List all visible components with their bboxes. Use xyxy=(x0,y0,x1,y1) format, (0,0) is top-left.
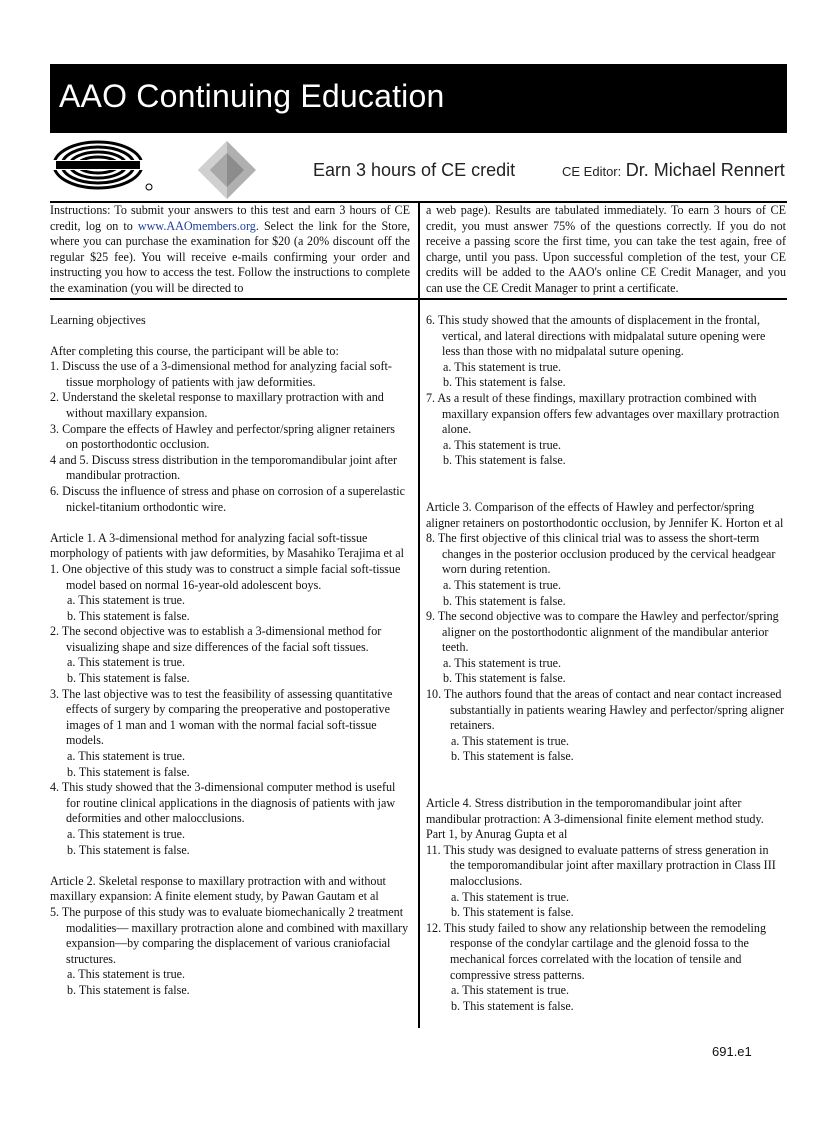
answer-true: a. This statement is true. xyxy=(443,577,562,592)
ce-editor-name: Dr. Michael Rennert xyxy=(625,160,785,180)
answer-true: a. This statement is true. xyxy=(67,827,186,841)
instructions-right: a web page). Results are tabulated immediately. To earn 3 hours of CE credit, you must answer 75% of the questions correctly. If you do not receive a passing score the first time, you can take the test again, free of charge, until you pass. Upon successful completion of the test, your CE credits will be added to the AAO's online CE Credit Manager, and you can use the CE Credit Manager to print a certificate. xyxy=(426,203,786,295)
answer-true: a. This statement is true. xyxy=(443,359,562,374)
answer-true: a. This statement is true. xyxy=(67,967,186,982)
answer-false: b. This statement is false. xyxy=(67,764,190,779)
header-banner xyxy=(50,64,787,133)
instructions-left xyxy=(50,203,410,297)
objective-item: 1. Discuss the use of a 3-dimensional method for analyzing facial soft-tissue morphology of patients with jaw deformities. xyxy=(50,359,392,389)
answer-true: a. This statement is true. xyxy=(443,437,562,452)
answer-false: b. This statement is false. xyxy=(443,375,566,390)
answer-true: a. This statement is true. xyxy=(451,983,570,998)
page-title: AAO Continuing Education xyxy=(59,78,445,114)
answer-false: b. This statement is false. xyxy=(443,453,566,468)
ce-editor xyxy=(562,160,785,181)
right-column xyxy=(426,313,786,1014)
answer-true: a. This statement is true. xyxy=(451,889,570,904)
ce-editor-label: CE Editor: xyxy=(562,164,622,179)
question-6: 6. This study showed that the amounts of displacement in the frontal, vertical, and lateral directions with midpalatal suture opening were less than those with no midpalatal suture opening. xyxy=(426,313,766,359)
question-1: 1. One objective of this study was to construct a simple facial soft-tissue model based on normal 16-year-old adolescent boys. xyxy=(50,561,401,592)
left-column xyxy=(50,313,410,999)
answer-false: b. This statement is false. xyxy=(67,842,190,857)
ce-diamond-icon xyxy=(196,139,258,201)
question-8: 8. The first objective of this clinical trial was to assess the short-term changes in the posterior occlusion produced by the cervical headgear worn during retention. xyxy=(426,531,776,577)
page-number: 691.e1 xyxy=(712,1044,752,1059)
answer-true: a. This statement is true. xyxy=(443,655,562,670)
question-10: 10. The authors found that the areas of contact and near contact increased substantially in patients wearing Hawley and perfector/spring aligner retainers. xyxy=(426,687,785,733)
objectives-intro: After completing this course, the participant will be able to: xyxy=(50,343,339,358)
answer-false: b. This statement is false. xyxy=(67,671,190,686)
answer-false: b. This statement is false. xyxy=(67,982,190,997)
answer-false: b. This statement is false. xyxy=(451,998,574,1013)
objective-item: 2. Understand the skeletal response to maxillary protraction with and without maxillary expansion. xyxy=(50,390,384,420)
answer-false: b. This statement is false. xyxy=(443,671,566,686)
objective-item: 4 and 5. Discuss stress distribution in the temporomandibular joint after mandibular protraction. xyxy=(50,452,397,483)
question-11: 11. This study was designed to evaluate patterns of stress generation in the temporomandibular joint after maxillary protraction in Class III malocclusions. xyxy=(426,842,776,888)
aao-logo-icon xyxy=(52,139,157,192)
article-1-heading: Article 1. A 3-dimensional method for analyzing facial soft-tissue morphology of patients with jaw deformities, by Masahiko Terajima et al xyxy=(50,530,404,561)
instructions-column-divider xyxy=(418,201,420,298)
objectives-heading: Learning objectives xyxy=(50,313,146,327)
answer-false: b. This statement is false. xyxy=(451,749,574,764)
instructions-text-2: . Select the link for the Store, where you can purchase the examination for $20 (a 20% discount off the regular $25 fee). You will receive e-mails confirming your order and instructing you how to access the test. Follow the instructions to complete the examination (you will be directed to xyxy=(50,218,411,295)
objective-item: 3. Compare the effects of Hawley and perfector/spring aligner retainers on postorthodontic occlusion. xyxy=(50,421,395,452)
answer-false: b. This statement is false. xyxy=(67,608,190,623)
question-12: 12. This study failed to show any relationship between the remodeling response of the condylar cartilage and the glenoid fossa to the mechanical forces correlated with the location of tensile and compressive stress patterns. xyxy=(426,920,767,982)
article-2-heading: Article 2. Skeletal response to maxillary protraction with and without maxillary expansion: A finite element study, by Pawan Gautam et al xyxy=(50,873,386,904)
answer-true: a. This statement is true. xyxy=(67,593,186,608)
article-3-heading: Article 3. Comparison of the effects of Hawley and perfector/spring aligner retainers on postorthodontic occlusion, by Jennifer K. Horton et al xyxy=(426,499,784,530)
aao-members-link[interactable]: www.AAOmembers.org xyxy=(137,218,256,233)
question-3: 3. The last objective was to test the feasibility of assessing quantitative effects of surgery by comparing the preoperative and postoperative images of 1 man and 1 woman with the normal facial soft-tissue models. xyxy=(50,686,393,748)
answer-false: b. This statement is false. xyxy=(443,593,566,608)
question-4: 4. This study showed that the 3-dimensional computer method is useful for routine clinical applications in the diagnosis of patients with jaw deformities and other malocclusions. xyxy=(50,780,396,826)
answer-true: a. This statement is true. xyxy=(451,733,570,748)
ce-credit-hours: Earn 3 hours of CE credit xyxy=(313,160,516,180)
answer-true: a. This statement is true. xyxy=(67,655,186,670)
answer-true: a. This statement is true. xyxy=(67,749,186,764)
question-9: 9. The second objective was to compare the Hawley and perfector/spring aligner on the postorthodontic alignment of the mandibular anterior teeth. xyxy=(426,609,779,655)
question-2: 2. The second objective was to establish a 3-dimensional method for visualizing shape and size differences of the facial soft tissues. xyxy=(50,624,382,654)
question-7: 7. As a result of these findings, maxillary protraction combined with maxillary expansion offers few advantages over maxillary protraction alone. xyxy=(426,390,780,437)
answer-false: b. This statement is false. xyxy=(451,905,574,920)
question-5: 5. The purpose of this study was to evaluate biomechanically 2 treatment modalities— maxillary protraction alone and combined with maxillary expansion—by comparing the displacement of various craniofacial structures. xyxy=(50,904,409,966)
body-column-divider xyxy=(418,300,420,1028)
instructions-text-1: Instructions: To submit your answers to this test and earn 3 hours of CE credit, log on to xyxy=(50,203,410,233)
objective-item: 6. Discuss the influence of stress and phase on corrosion of a superelastic nickel-titanium orthodontic wire. xyxy=(50,483,405,514)
article-4-heading: Article 4. Stress distribution in the temporomandibular joint after mandibular protraction: A 3-dimensional finite element method study. Part 1, by Anurag Gupta et al xyxy=(426,796,764,842)
